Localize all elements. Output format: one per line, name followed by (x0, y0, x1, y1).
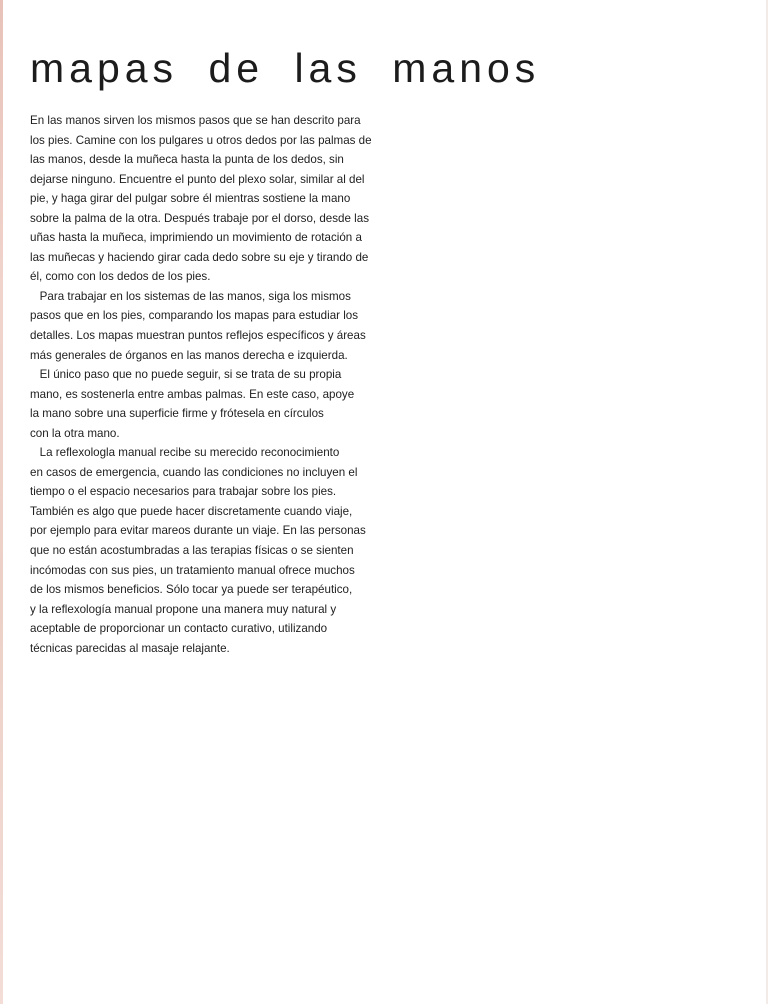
text-line: que no están acostumbradas a las terapias físicas o se sienten (30, 544, 354, 558)
text-line: en casos de emergencia, cuando las condiciones no incluyen el (30, 465, 358, 479)
text-line: y la reflexología manual propone una manera muy natural y (30, 602, 337, 616)
text-line: con la otra mano. (30, 426, 120, 440)
text-line: En las manos sirven los mismos pasos que se han descrito para (30, 114, 361, 127)
body-text (30, 111, 390, 658)
page-title: mapas de las manos (30, 45, 541, 91)
text-line: dejarse ninguno. Encuentre el punto del plexo solar, similar al del (30, 172, 365, 186)
page-edge-left (0, 0, 3, 1004)
text-line: de los mismos beneficios. Sólo tocar ya puede ser terapéutico, (30, 583, 353, 597)
text-line: las muñecas y haciendo girar cada dedo sobre su eje y tirando de (30, 250, 369, 264)
text-line: las manos, desde la muñeca hasta la punta de los dedos, sin (30, 153, 344, 167)
text-line: El único paso que no puede seguir, si se trata de su propia (30, 368, 342, 382)
text-line: él, como con los dedos de los pies. (30, 270, 211, 284)
text-line: También es algo que puede hacer discretamente cuando viaje, (30, 504, 353, 518)
text-line: técnicas parecidas al masaje relajante. (30, 641, 230, 655)
text-line: pasos que en los pies, comparando los mapas para estudiar los (30, 309, 359, 323)
text-line: detalles. Los mapas muestran puntos reflejos específicos y áreas (30, 329, 366, 343)
text-line: por ejemplo para evitar mareos durante un viaje. En las personas (30, 524, 366, 538)
text-line: aceptable de proporcionar un contacto curativo, utilizando (30, 622, 328, 636)
text-line: mano, es sostenerla entre ambas palmas. En este caso, apoye (30, 387, 355, 401)
text-line: pie, y haga girar del pulgar sobre él mientras sostiene la mano (30, 192, 351, 206)
text-line: tiempo o el espacio necesarios para trabajar sobre los pies. (30, 485, 337, 499)
text-line: los pies. Camine con los pulgares u otros dedos por las palmas de (30, 133, 372, 147)
text-line: La reflexologla manual recibe su merecido reconocimiento (30, 446, 340, 460)
text-line: Para trabajar en los sistemas de las manos, siga los mismos (30, 289, 351, 303)
text-line: uñas hasta la muñeca, imprimiendo un movimiento de rotación a (30, 231, 362, 245)
text-line: más generales de órganos en las manos derecha e izquierda. (30, 348, 348, 362)
text-line: la mano sobre una superficie firme y frótesela en círculos (30, 407, 324, 421)
text-line: sobre la palma de la otra. Después trabaje por el dorso, desde las (30, 211, 369, 225)
text-line: incómodas con sus pies, un tratamiento manual ofrece muchos (30, 563, 355, 577)
